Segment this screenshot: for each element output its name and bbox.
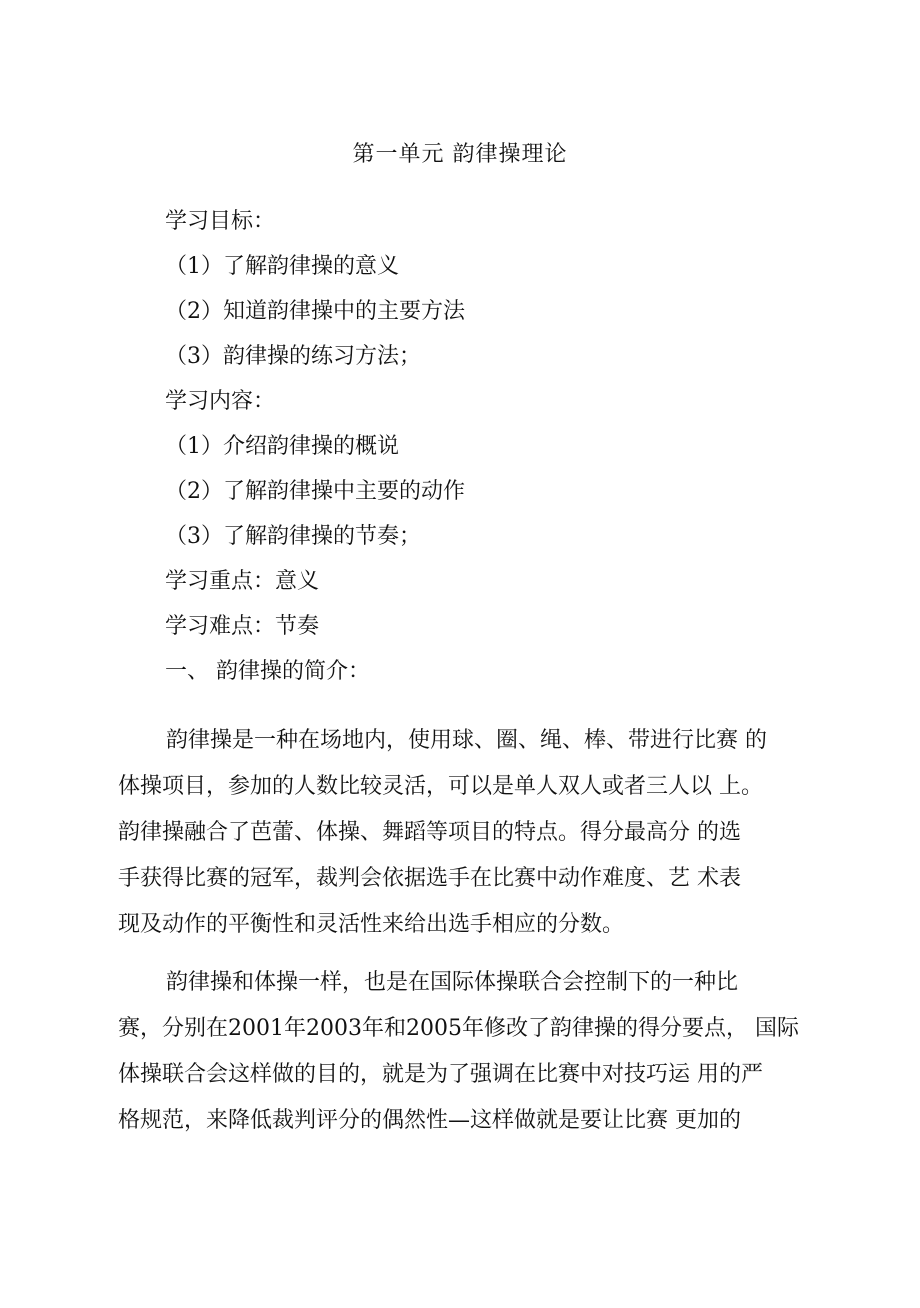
paragraph-2 — [118, 960, 823, 1144]
outline-line: （2）了解韵律操中主要的动作 — [165, 479, 465, 504]
outline-line: （3）了解韵律操的节奏； — [165, 524, 421, 549]
paragraph-line: 体操项目，参加的人数比较灵活，可以是单人双人或者三人以 上。 — [118, 774, 763, 799]
page-title: 第一单元 韵律操理论 — [352, 142, 568, 167]
paragraph-line: 现及动作的平衡性和灵活性来给出选手相应的分数。 — [118, 912, 625, 937]
outline-line: （3）韵律操的练习方法； — [165, 344, 421, 369]
paragraph-line: 赛，分别在2001年2003年和2005年修改了韵律操的得分要点， 国际 — [118, 1016, 799, 1041]
outline-line: 学习内容： — [165, 389, 276, 414]
paragraph-line: 韵律操是一种在场地内，使用球、圈、绳、棒、带进行比赛 的 — [166, 728, 767, 753]
outline-line: 学习难点：节奏 — [165, 614, 320, 639]
paragraph-line: 手获得比赛的冠军，裁判会依据选手在比赛中动作难度、艺 术表 — [118, 866, 741, 891]
outline-line: 学习目标： — [165, 209, 276, 234]
section-heading: 一、 韵律操的简介： — [165, 659, 370, 684]
paragraph-line: 体操联合会这样做的目的，就是为了强调在比赛中对技巧运 用的严 — [118, 1062, 763, 1087]
paragraph-1 — [118, 718, 823, 948]
paragraph-line: 韵律操和体操一样，也是在国际体操联合会控制下的一种比 — [166, 970, 739, 995]
outline-line: （2）知道韵律操中的主要方法 — [165, 299, 465, 324]
outline-line: （1）了解韵律操的意义 — [165, 254, 399, 279]
paragraph-line: 格规范，来降低裁判评分的偶然性—这样做就是要让比赛 更加的 — [118, 1108, 741, 1133]
outline-line: 学习重点：意义 — [165, 569, 320, 594]
outline-line: （1）介绍韵律操的概说 — [165, 434, 399, 459]
paragraph-line: 韵律操融合了芭蕾、体操、舞蹈等项目的特点。得分最高分 的选 — [118, 820, 741, 845]
